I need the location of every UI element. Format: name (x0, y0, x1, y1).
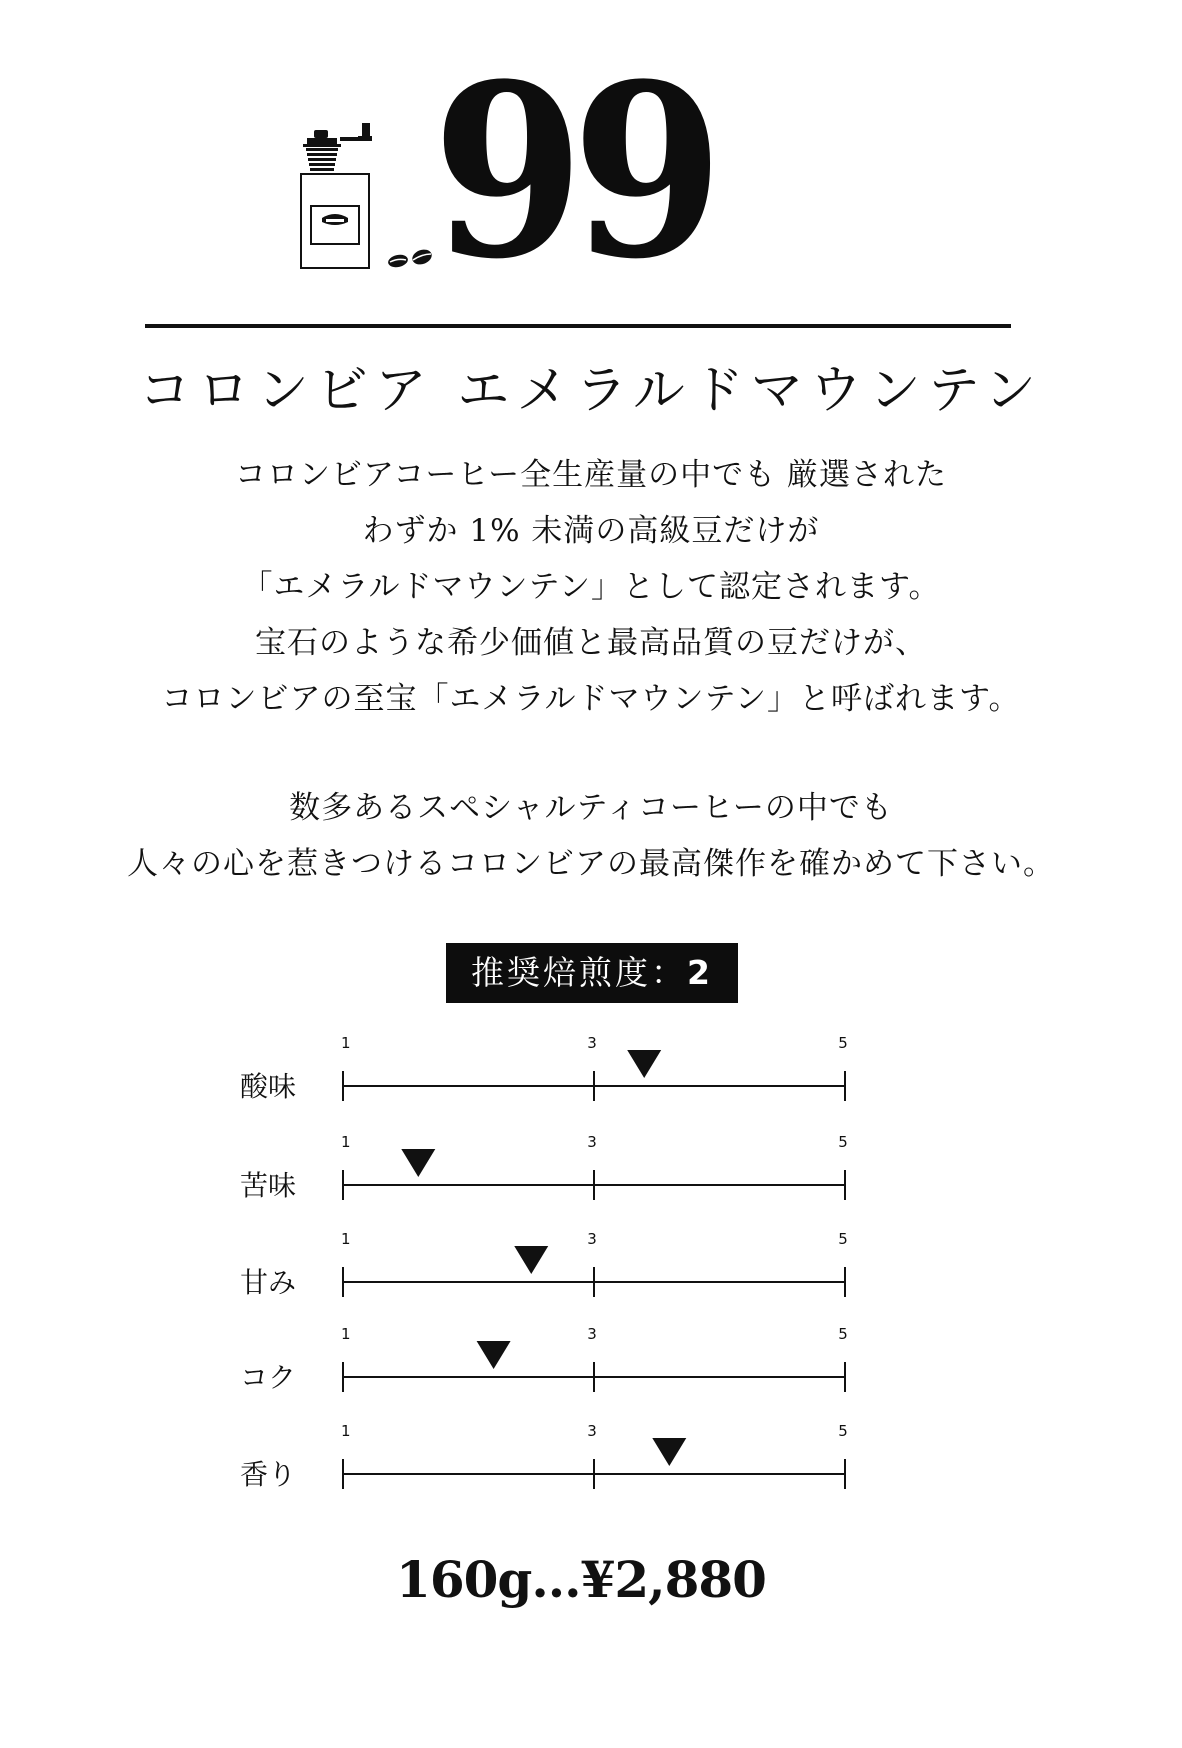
flavor-label: 酸味 (240, 1070, 297, 1103)
scale-tick-label: 5 (838, 1230, 848, 1248)
scale-tick-label: 1 (341, 1133, 351, 1151)
price (0, 1548, 1182, 1612)
coffee-grinder-icon (300, 122, 376, 272)
product-number: 99 (432, 33, 711, 312)
description-block-2 (0, 780, 1182, 892)
flavor-marker (627, 1050, 661, 1078)
flavor-label: 苦味 (240, 1169, 297, 1202)
flavor-row (240, 1422, 848, 1491)
flavor-label: コク (240, 1361, 297, 1394)
flavor-label: 甘み (240, 1266, 297, 1299)
roast-level-value: 2 (687, 953, 713, 992)
scale-tick-label: 3 (587, 1230, 597, 1248)
flavor-label: 香り (240, 1458, 297, 1491)
scale-tick-label: 5 (838, 1325, 848, 1343)
flavor-row (240, 1325, 848, 1394)
scale-tick-label: 1 (341, 1034, 351, 1052)
header-divider (145, 324, 1011, 328)
flavor-marker (514, 1246, 548, 1274)
flavor-scale-chart (0, 1010, 1182, 1510)
scale-tick-label: 3 (587, 1325, 597, 1343)
scale-tick-label: 1 (341, 1325, 351, 1343)
flavor-marker (652, 1438, 686, 1466)
description-block-1 (0, 447, 1182, 727)
description-line: コロンビアコーヒー全生産量の中でも 厳選された (234, 457, 948, 493)
description-line: 宝石のような希少価値と最高品質の豆だけが、 (255, 625, 927, 661)
flavor-row (240, 1133, 848, 1202)
flavor-marker (477, 1341, 511, 1369)
flavor-row (240, 1230, 848, 1299)
price-text: 160g...¥2,880 (396, 1550, 766, 1609)
scale-tick-label: 3 (587, 1422, 597, 1440)
description-line: 「エメラルドマウンテン」として認定されます。 (241, 569, 941, 605)
scale-tick-label: 1 (341, 1230, 351, 1248)
scale-tick-label: 3 (587, 1133, 597, 1151)
product-title: コロンビア エメラルドマウンテン (138, 361, 1044, 421)
description-line: コロンビアの至宝「エメラルドマウンテン」と呼ばれます。 (161, 681, 1021, 717)
scale-tick-label: 5 (838, 1422, 848, 1440)
description-line: 数多あるスペシャルティコーヒーの中でも (289, 790, 893, 826)
scale-tick-label: 5 (838, 1034, 848, 1052)
description-line: わずか 1% 未満の高級豆だけが (362, 513, 820, 549)
roast-level-badge (446, 943, 738, 1003)
scale-tick-label: 1 (341, 1422, 351, 1440)
flavor-row (240, 1034, 848, 1103)
scale-tick-label: 5 (838, 1133, 848, 1151)
roast-level-label: 推奨焙煎度： (471, 953, 688, 992)
flavor-marker (401, 1149, 435, 1177)
scale-tick-label: 3 (587, 1034, 597, 1052)
description-line: 人々の心を惹きつけるコロンビアの最高傑作を確かめて下さい。 (127, 846, 1055, 882)
